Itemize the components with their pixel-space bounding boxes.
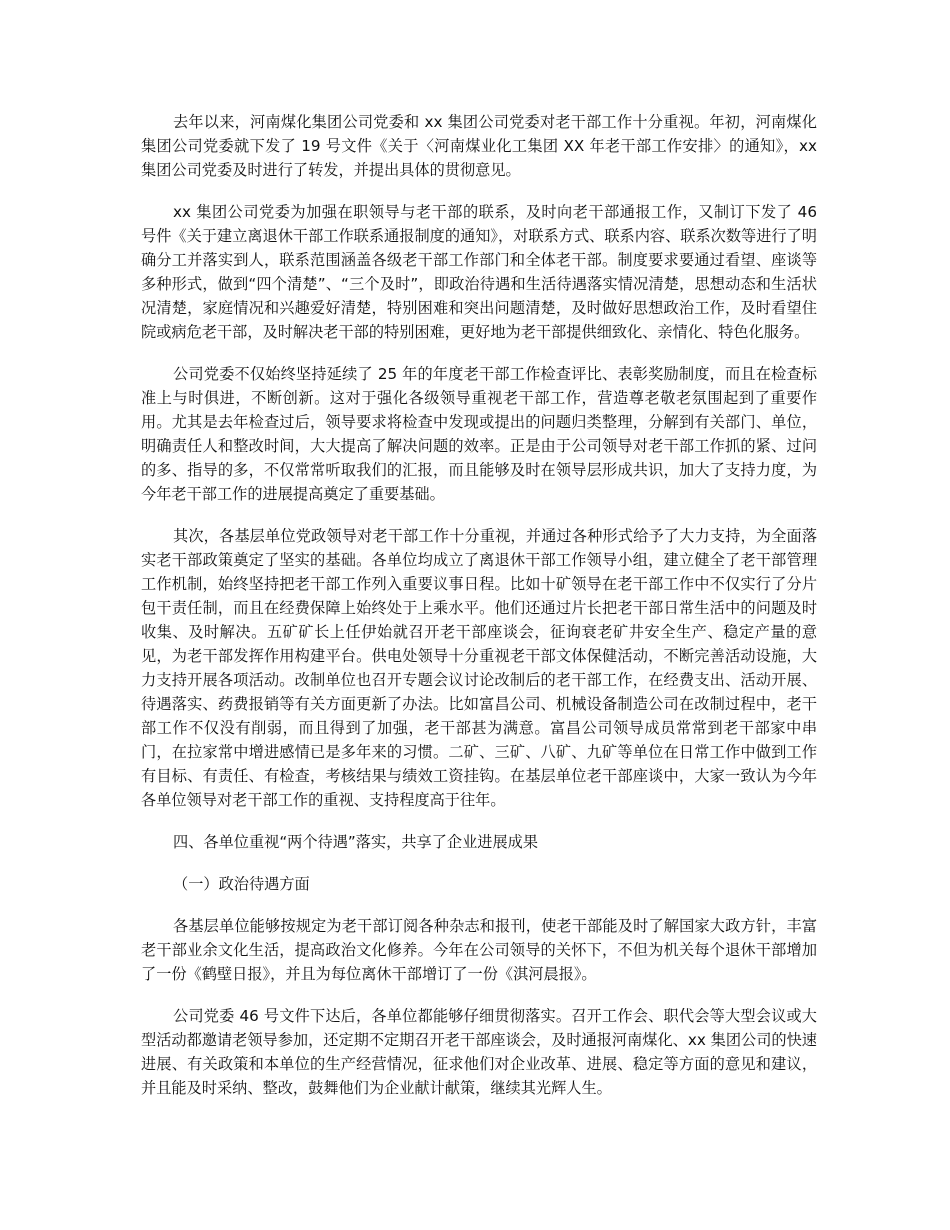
paragraph-document-46: 公司党委 46 号文件下达后，各单位都能够仔细贯彻落实。召开工作会、职代会等大型会议或大型活动都邀请老领导参加，还定期不定期召开老干部座谈会，及时通报河南煤化、xx 集团公司的快速进展、有关政策和本单位的生产经营情况，征求他们对企业改革、进展、稳定等方面的意见和建议，并且能及时采纳、整改，鼓舞他们为企业献计献策，继续其光辉人生。 <box>141 1007 817 1097</box>
paragraph-grassroots-support: 其次，各基层单位党政领导对老干部工作十分重视，并通过各种形式给予了大力支持，为全面落实老干部政策奠定了坚实的基础。各单位均成立了离退休干部工作领导小组，建立健全了老干部管理工作机制，始终坚持把老干部工作列入重要议事日程。比如十矿领导在老干部工作中不仅实行了分片包干责任制，而且在经费保障上始终处于上乘水平。他们还通过片长把老干部日常生活中的问题及时收集、及时解决。五矿矿长上任伊始就召开老干部座谈会，征询衰老矿井安全生产、稳定产量的意见，为老干部发挥作用构建平台。供电处领导十分重视老干部文体保健活动，不断完善活动设施，大力支持开展各项活动。改制单位也召开专题会议讨论改制后的老干部工作，在经费支出、活动开展、待遇落实、药费报销等有关方面更新了办法。比如富昌公司、机械设备制造公司在改制过程中，老干部工作不仅没有削弱，而且得到了加强，老干部甚为满意。富昌公司领导成员常常到老干部家中串门，在拉家常中增进感情已是多年来的习惯。二矿、三矿、八矿、九矿等单位在日常工作中做到工作有目标、有责任、有检查，考核结果与绩效工资挂钩。在基层单位老干部座谈中，大家一致认为今年各单位领导对老干部工作的重视、支持程度高于往年。 <box>141 527 817 809</box>
document-page <box>141 110 817 1118</box>
paragraph-newspapers: 各基层单位能够按规定为老干部订阅各种杂志和报刊，使老干部能及时了解国家大政方针，丰富老干部业余文化生活，提高政治文化修养。今年在公司领导的关怀下，不但为机关每个退休干部增加了一份《鹤壁日报》，并且为每位离休干部增订了一份《淇河晨报》。 <box>141 917 817 983</box>
section-heading-four: 四、各单位重视“两个待遇”落实，共享了企业进展成果 <box>173 833 539 851</box>
paragraph-liaison-system: xx 集团公司党委为加强在职领导与老干部的联系，及时向老干部通报工作，又制订下发了 46 号件《关于建立离退休干部工作联系通报制度的通知》，对联系方式、联系内容、联系次数等进行了明确分工并落实到人，联系范围涵盖各级老干部工作部门和全体老干部。制度要求要通过看望、座谈等多种形式，做到“四个清楚”、“三个及时”，即政治待遇和生活待遇落实情况清楚，思想动态和生活状况清楚，家庭情况和兴趣爱好清楚，特别困难和突出问题清楚，及时做好思想政治工作，及时看望住院或病危老干部，及时解决老干部的特别困难，更好地为老干部提供细致化、亲情化、特色化服务。 <box>141 203 817 341</box>
paragraph-intro: 去年以来，河南煤化集团公司党委和 xx 集团公司党委对老干部工作十分重视。年初，河南煤化集团公司党委就下发了 19 号文件《关于〈河南煤业化工集团 XX 年老干部工作安排〉的通知》，xx 集团公司党委及时进行了转发，并提出具体的贯彻意见。 <box>141 113 817 179</box>
subsection-heading-political: （一）政治待遇方面 <box>173 875 310 893</box>
paragraph-inspection-system: 公司党委不仅始终坚持延续了 25 年的年度老干部工作检查评比、表彰奖励制度，而且在检查标准上与时俱进，不断创新。这对于强化各级领导重视老干部工作，营造尊老敬老氛围起到了重要作用。尤其是去年检查过后，领导要求将检查中发现或提出的问题归类整理，分解到有关部门、单位，明确责任人和整改时间，大大提高了解决问题的效率。正是由于公司领导对老干部工作抓的紧、过问的多、指导的多，不仅常常听取我们的汇报，而且能够及时在领导层形成共识，加大了支持力度，为今年老干部工作的进展提高奠定了重要基础。 <box>141 365 817 503</box>
